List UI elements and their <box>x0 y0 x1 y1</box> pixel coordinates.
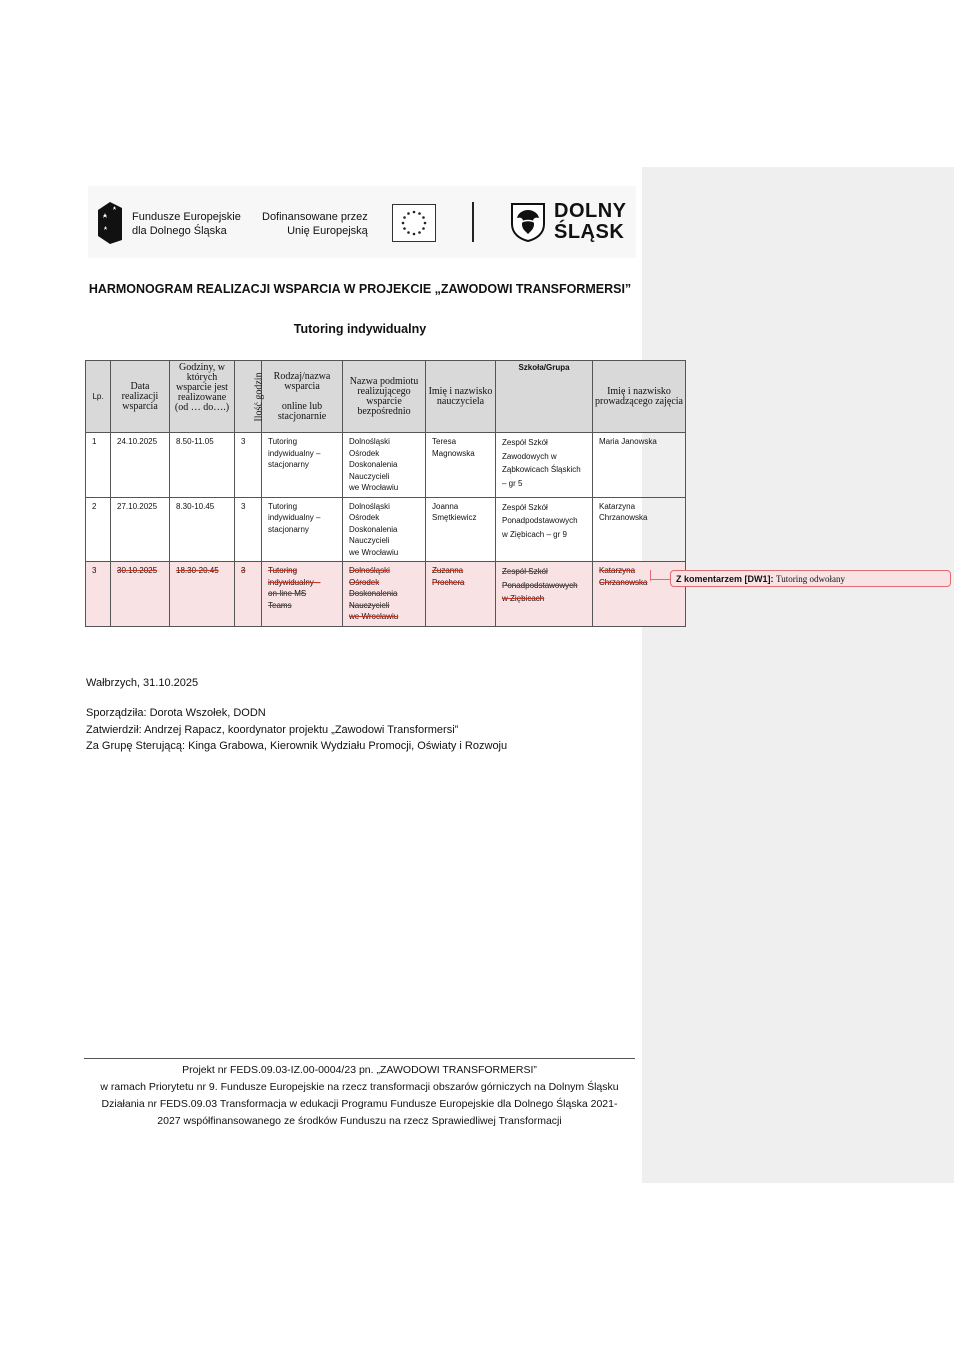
cell-count <box>235 562 262 627</box>
struck-entity-line: Ośrodek <box>349 577 380 587</box>
cell-type <box>262 497 343 562</box>
cell-hours <box>170 562 235 627</box>
school-line: Ząbkowicach Śląskich <box>502 465 581 474</box>
fe-line-1: Fundusze Europejskie <box>132 211 241 223</box>
type-line: indywidualny – <box>268 513 321 522</box>
logo-separator <box>472 202 474 242</box>
type-line: stacjonarny <box>268 524 309 534</box>
fundusze-europejskie-logo-icon <box>96 196 124 246</box>
header-leader: Imię i nazwisko prowadzącego zajęcia <box>593 361 686 433</box>
table-header-row <box>86 361 686 433</box>
school-line: Zawodowych w <box>502 451 557 461</box>
struck-school-line: Zespół Szkół <box>502 567 548 576</box>
struck-school-line: w Ziębicach <box>502 594 545 603</box>
struck-type-line: on-line MS <box>268 589 307 598</box>
header-date: Data realizacji wsparcia <box>111 361 170 433</box>
school-line: – gr 5 <box>502 478 523 488</box>
cell-school <box>496 562 593 627</box>
footer-divider <box>84 1058 635 1059</box>
footer-line: Projekt nr FEDS.09.03-IZ.00-0004/23 pn. „ZAWODOWI TRANSFORMERSI” <box>182 1064 537 1076</box>
document-title: HARMONOGRAM REALIZACJI WSPARCIA W PROJEKCIE „ZAWODOWI TRANSFORMERSI” <box>88 282 632 296</box>
footer-line: 2027 współfinansowanego ze środków Funduszu na rzecz Sprawiedliwej Transformacji <box>157 1115 562 1127</box>
cell-school <box>496 433 593 498</box>
comment-pane <box>642 167 954 1183</box>
logo-banner <box>88 186 636 258</box>
entity-line: Nauczycieli <box>349 471 390 481</box>
header-count <box>235 361 265 433</box>
type-line: Tutoring <box>268 501 298 511</box>
cell-lp: 2 <box>86 497 111 562</box>
teacher-line: Smętkiewicz <box>432 513 477 522</box>
cell-teacher <box>426 562 496 627</box>
school-line: Zespół Szkół <box>502 438 548 447</box>
cell-teacher <box>426 433 496 498</box>
header-type-main: Rodzaj/nazwa wsparcia <box>273 370 331 392</box>
dof-line-2: Unię Europejską <box>287 225 368 237</box>
cell-date: 27.10.2025 <box>111 497 170 562</box>
school-line: Zespół Szkół <box>502 502 548 512</box>
entity-line: Doskonalenia <box>349 524 398 534</box>
entity-line: Ośrodek <box>349 513 380 522</box>
header-teacher: Imię i nazwisko nauczyciela <box>426 361 496 433</box>
cell-teacher <box>426 497 496 562</box>
signature-line: Za Grupę Sterującą: Kinga Grabowa, Kierownik Wydziału Promocji, Oświaty i Rozwoju <box>86 740 508 752</box>
type-line: stacjonarny <box>268 460 309 469</box>
cell-entity <box>343 562 426 627</box>
header-entity: Nazwa podmiotu realizującego wsparcie bezpośrednio <box>343 361 426 433</box>
header-type-sub: online lub stacjonarnie <box>277 400 327 422</box>
header-count-text: Ilość godzin <box>253 371 265 422</box>
cell-leader <box>593 497 686 562</box>
struck-type-line: Tutoring <box>268 566 298 575</box>
table-row <box>86 497 686 562</box>
dolny-slask-eagle-icon <box>510 202 546 242</box>
schedule-table <box>85 360 686 627</box>
cell-hours: 8.50-11.05 <box>170 433 235 498</box>
type-line: Tutoring <box>268 437 298 446</box>
school-line: w Ziębicach – gr 9 <box>502 529 567 539</box>
cell-hours: 8.30-10.45 <box>170 497 235 562</box>
struck-entity-line: Nauczycieli <box>349 600 390 610</box>
comment-bubble[interactable] <box>670 570 951 587</box>
dof-line-1: Dofinansowane przez <box>262 211 368 223</box>
fe-line-2: dla Dolnego Śląska <box>132 225 227 237</box>
signature-line: Zatwierdził: Andrzej Rapacz, koordynator projektu „Zawodowi Transformersi” <box>86 724 459 736</box>
header-lp: Lp. <box>86 361 111 433</box>
cell-date: 24.10.2025 <box>111 433 170 498</box>
table-row <box>86 433 686 498</box>
cell-lp: 1 <box>86 433 111 498</box>
leader-line: Chrzanowska <box>599 513 648 522</box>
header-type <box>262 361 343 433</box>
entity-line: Nauczycieli <box>349 536 390 545</box>
struck-leader-line: Katarzyna <box>599 566 636 575</box>
table-row-cancelled <box>86 562 686 627</box>
cell-school <box>496 497 593 562</box>
header-school: Szkoła/Grupa <box>496 361 593 433</box>
struck-school-line: Ponadpodstawowych <box>502 580 578 590</box>
school-line: Ponadpodstawowych <box>502 516 578 525</box>
comment-label: Z komentarzem [DW1]: <box>676 574 774 584</box>
struck-teacher-line: Prochera <box>432 577 465 587</box>
struck-hours: 18.30-20.45 <box>176 566 219 575</box>
cell-entity <box>343 497 426 562</box>
eu-funding-text <box>262 210 368 238</box>
dolny-slask-logo-text <box>554 201 627 243</box>
struck-teacher-line: Zuzanna <box>432 566 464 575</box>
teacher-line: Magnowska <box>432 448 475 458</box>
cell-entity <box>343 433 426 498</box>
cell-leader <box>593 433 686 498</box>
struck-leader-line: Chrzanowska <box>599 577 648 587</box>
struck-type-line: indywidualny – <box>268 577 321 587</box>
struck-entity-line: Doskonalenia <box>349 589 398 598</box>
entity-line: Dolnośląski <box>349 501 390 511</box>
struck-count: 3 <box>241 566 246 575</box>
place-date: Wałbrzych, 31.10.2025 <box>86 677 199 689</box>
footer-line: w ramach Priorytetu nr 9. Fundusze Europejskie na rzecz transformacji obszarów górniczych na Dolnym Śląsku <box>100 1081 619 1093</box>
type-line: indywidualny – <box>268 448 321 458</box>
struck-date: 30.10.2025 <box>117 566 158 575</box>
cell-lp: 3 <box>86 562 111 627</box>
header-hours: Godziny, w których wsparcie jest realizowane (od … do….) <box>170 361 235 433</box>
ds-line-1: DOLNY <box>554 200 627 222</box>
fe-logo-text <box>132 210 241 238</box>
entity-line: Ośrodek <box>349 448 380 458</box>
struck-entity-line: we Wrocławiu <box>349 612 399 621</box>
cell-date <box>111 562 170 627</box>
leader-line: Maria Janowska <box>599 437 657 446</box>
footer <box>84 1062 635 1130</box>
teacher-line: Teresa <box>432 437 457 446</box>
struck-type-line: Teams <box>268 600 292 610</box>
entity-line: we Wrocławiu <box>349 483 399 492</box>
teacher-line: Joanna <box>432 501 459 511</box>
entity-line: Dolnośląski <box>349 437 390 446</box>
eu-flag-icon <box>392 204 436 242</box>
cell-count: 3 <box>235 433 262 498</box>
cell-type <box>262 562 343 627</box>
footer-line: Działania nr FEDS.09.03 Transformacja w edukacji Programu Fundusze Europejskie dla Dolnego Śląska 2021- <box>101 1098 618 1110</box>
comment-text: Tutoring odwołany <box>776 574 845 584</box>
struck-entity-line: Dolnośląski <box>349 566 390 575</box>
cell-type <box>262 433 343 498</box>
signature-line: Sporządziła: Dorota Wszołek, DODN <box>86 707 266 719</box>
leader-line: Katarzyna <box>599 501 636 511</box>
entity-line: Doskonalenia <box>349 460 398 469</box>
comment-connector <box>651 579 671 580</box>
cell-count: 3 <box>235 497 262 562</box>
ds-line-2: ŚLĄSK <box>554 221 625 243</box>
entity-line: we Wrocławiu <box>349 547 399 557</box>
document-subtitle: Tutoring indywidualny <box>293 322 427 336</box>
